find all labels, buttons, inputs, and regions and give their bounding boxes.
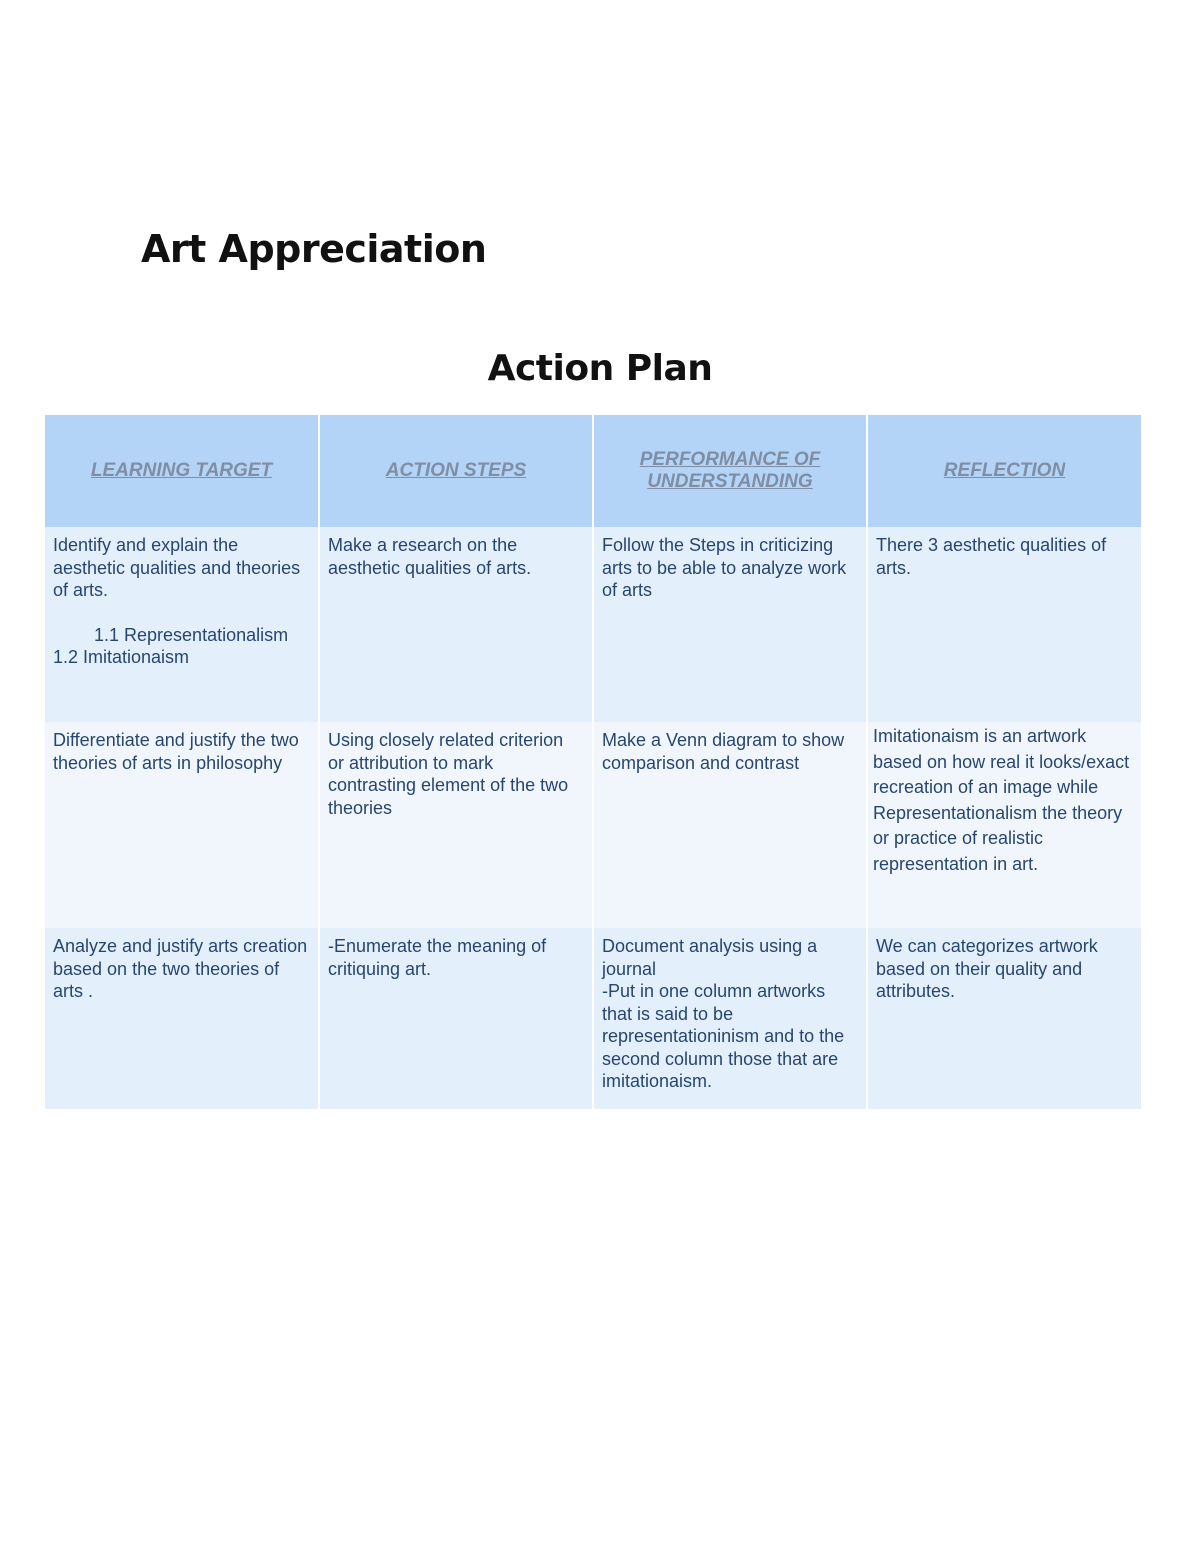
action-plan-table — [45, 415, 1141, 1109]
header-learning-target: LEARNING TARGET — [45, 415, 319, 527]
learning-target-item-2: 1.2 Imitationaism — [53, 647, 190, 667]
performance-text: Document analysis using a journal -Put in one column artworks that is said to be representationinism and to the second column those that are imitationaism. — [602, 936, 845, 1091]
cell-learning-target — [45, 722, 319, 928]
reflection-text: Imitationaism is an artwork based on how real it looks/exact recreation of an image while Representationalism the theory or practice of realistic representation in art. — [873, 726, 1130, 874]
header-action-steps: ACTION STEPS — [319, 415, 593, 527]
cell-reflection — [867, 928, 1141, 1109]
cell-action-steps — [319, 722, 593, 928]
header-performance-of-understanding: PERFORMANCE OF UNDERSTANDING — [593, 415, 867, 527]
action-plan-title: Action Plan — [487, 348, 713, 389]
learning-target-text: Analyze and justify arts creation based on the two theories of arts . — [53, 936, 308, 1001]
cell-action-steps — [319, 527, 593, 722]
table-header-row — [45, 415, 1141, 527]
table-row — [45, 928, 1141, 1109]
table-row — [45, 722, 1141, 928]
performance-text: Make a Venn diagram to show comparison and contrast — [602, 730, 845, 773]
cell-reflection — [867, 527, 1141, 722]
action-steps-text: Using closely related criterion or attribution to mark contrasting element of the two theories — [328, 730, 569, 818]
table-row — [45, 527, 1141, 722]
action-steps-text: Make a research on the aesthetic qualities of arts. — [328, 535, 532, 578]
reflection-text: We can categorizes artwork based on their quality and attributes. — [876, 936, 1098, 1001]
performance-text: Follow the Steps in criticizing arts to be able to analyze work of arts — [602, 535, 847, 600]
learning-target-item-1: 1.1 Representationalism — [94, 624, 289, 645]
cell-performance — [593, 527, 867, 722]
header-reflection: REFLECTION — [867, 415, 1141, 527]
cell-performance — [593, 722, 867, 928]
action-steps-text: -Enumerate the meaning of critiquing art. — [328, 936, 547, 979]
cell-learning-target — [45, 928, 319, 1109]
reflection-text: There 3 aesthetic qualities of arts. — [876, 535, 1107, 578]
document-title: Art Appreciation — [141, 227, 487, 271]
learning-target-text: Identify and explain the aesthetic qualities and theories of arts. — [53, 535, 301, 600]
cell-performance — [593, 928, 867, 1109]
cell-learning-target — [45, 527, 319, 722]
cell-reflection — [867, 722, 1141, 928]
learning-target-text: Differentiate and justify the two theories of arts in philosophy — [53, 730, 299, 773]
cell-action-steps — [319, 928, 593, 1109]
